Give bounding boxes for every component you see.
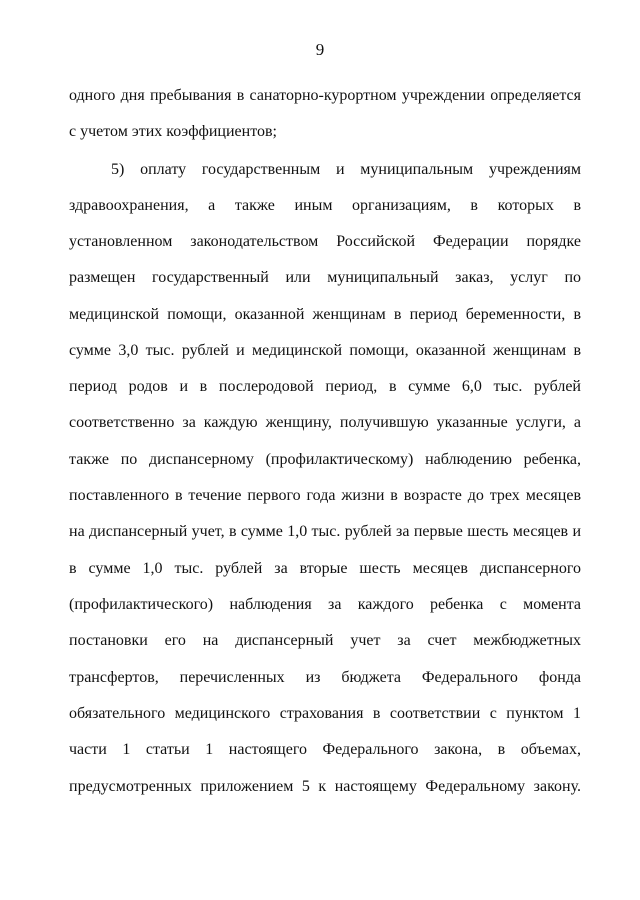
text-line: одного дня пребывания в санаторно-курортном учреждении определяется: [69, 87, 581, 104]
text-line: в сумме 1,0 тыс. рублей за вторые шесть месяцев диспансерного: [69, 560, 581, 577]
text-line: установленном законодательством Российской Федерации порядке: [69, 233, 581, 250]
page-number: 9: [315, 40, 325, 59]
text-line: на диспансерный учет, в сумме 1,0 тыс. рублей за первые шесть месяцев и: [69, 523, 581, 540]
text-line: период родов и в послеродовой период, в сумме 6,0 тыс. рублей: [69, 378, 581, 395]
text-line: обязательного медицинского страхования в соответствии с пунктом 1: [69, 705, 581, 722]
text-line: здравоохранения, а также иным организациям, в которых в: [69, 197, 581, 214]
text-line: размещен государственный или муниципальный заказ, услуг по: [69, 269, 581, 286]
text-line: сумме 3,0 тыс. рублей и медицинской помощи, оказанной женщинам в: [69, 342, 581, 359]
text-line: медицинской помощи, оказанной женщинам в период беременности, в: [69, 306, 581, 323]
text-line: также по диспансерному (профилактическому) наблюдению ребенка,: [69, 451, 581, 468]
text-line: поставленного в течение первого года жизни в возрасте до трех месяцев: [69, 487, 581, 504]
text-line: с учетом этих коэффициентов;: [69, 123, 277, 140]
text-line: соответственно за каждую женщину, получившую указанные услуги, а: [69, 414, 581, 431]
text-line: 5) оплату государственным и муниципальным учреждениям: [111, 161, 581, 178]
text-line: предусмотренных приложением 5 к настоящему Федеральному закону.: [69, 778, 581, 795]
text-line: трансфертов, перечисленных из бюджета Федерального фонда: [69, 669, 581, 686]
text-line: части 1 статьи 1 настоящего Федерального закона, в объемах,: [69, 741, 581, 758]
text-line: (профилактического) наблюдения за каждого ребенка с момента: [69, 596, 581, 613]
text-line: постановки его на диспансерный учет за счет межбюджетных: [69, 632, 581, 649]
